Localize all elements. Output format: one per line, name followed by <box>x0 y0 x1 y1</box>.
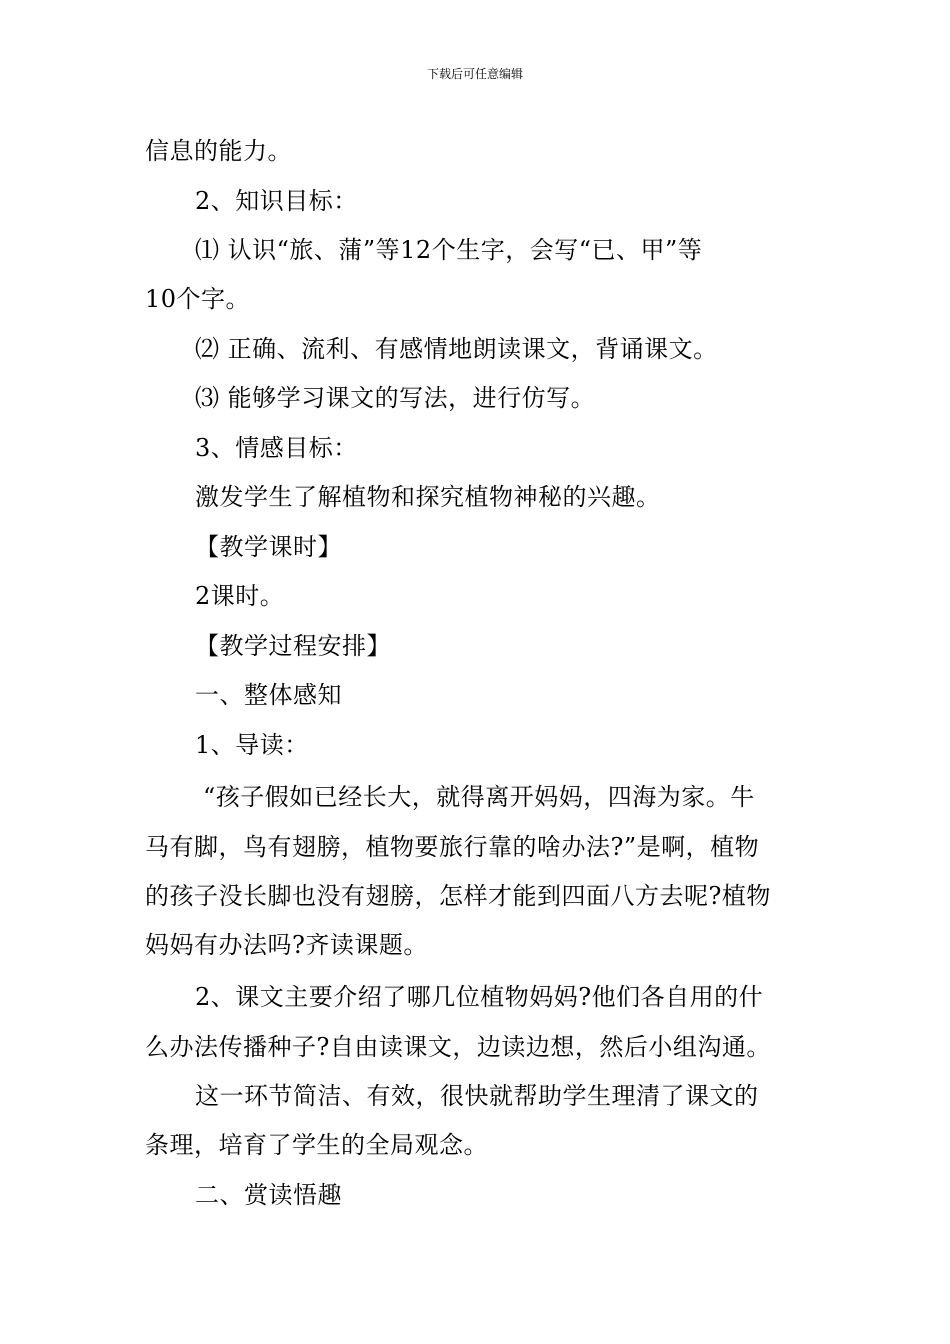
text-line: 2、课文主要介绍了哪几位植物妈妈?他们各自用的什 <box>195 983 764 1011</box>
text-line: 信息的能力。 <box>145 137 292 165</box>
text-line: 么办法传播种子?自由读课文，边读边想，然后小组沟通。 <box>145 1033 771 1061</box>
text-line: 2课时。 <box>195 582 285 610</box>
text-line: 10个字。 <box>145 285 251 313</box>
text-line: 激发学生了解植物和探究植物神秘的兴趣。 <box>195 483 661 511</box>
text-line: 的孩子没长脚也没有翅膀，怎样才能到四面八方去呢?植物 <box>145 882 771 910</box>
text-line: ⑴ 认识“旅、蒲”等12个生字，会写“已、甲”等 <box>195 236 703 264</box>
section-heading: 二、赏读悟趣 <box>195 1181 342 1209</box>
section-heading: 【教学课时】 <box>195 533 342 561</box>
section-heading: 2、知识目标： <box>195 187 358 215</box>
section-heading: 【教学过程安排】 <box>195 632 391 660</box>
section-heading: 1、导读： <box>195 731 309 759</box>
section-heading: 3、情感目标： <box>195 434 358 462</box>
section-heading: 一、整体感知 <box>195 681 342 709</box>
text-line: ⑶ 能够学习课文的写法，进行仿写。 <box>195 384 596 412</box>
text-line: “孩子假如已经长大，就得离开妈妈，四海为家。牛 <box>203 783 755 811</box>
page-header: 下载后可任意编辑 <box>426 67 523 81</box>
text-line: 条理，培育了学生的全局观念。 <box>145 1131 488 1159</box>
text-line: ⑵ 正确、流利、有感情地朗读课文，背诵课文。 <box>195 335 718 363</box>
text-line: 这一环节简洁、有效，很快就帮助学生理清了课文的 <box>195 1082 759 1110</box>
text-line: 妈妈有办法吗?齐读课题。 <box>145 931 428 959</box>
text-line: 马有脚，鸟有翅膀，植物要旅行靠的啥办法?”是啊，植物 <box>145 833 760 861</box>
